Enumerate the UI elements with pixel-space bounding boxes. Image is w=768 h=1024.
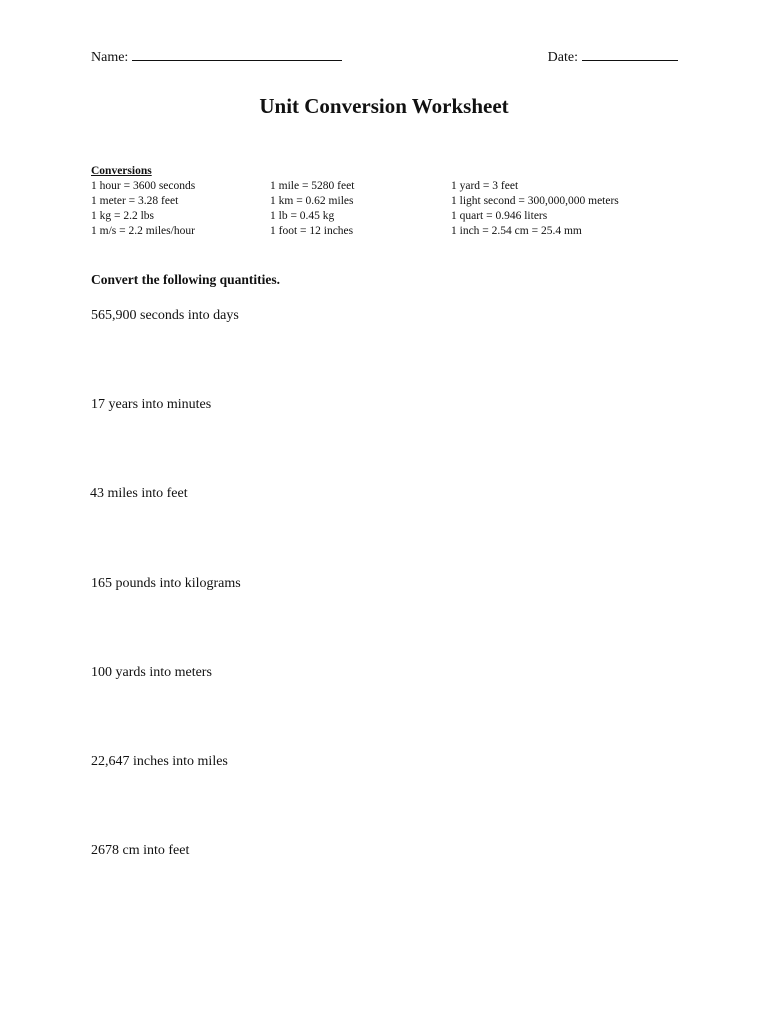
conversion-item: 1 light second = 300,000,000 meters [451, 195, 619, 207]
conversions-column-1 [91, 179, 195, 239]
conversions-section [91, 164, 691, 239]
question-item: 22,647 inches into miles [91, 754, 228, 769]
question-item: 565,900 seconds into days [91, 308, 239, 323]
conversion-item: 1 mile = 5280 feet [270, 180, 355, 192]
name-blank-line[interactable] [132, 48, 342, 61]
date-label: Date: [547, 50, 578, 65]
date-blank-line[interactable] [582, 48, 678, 61]
conversion-item: 1 lb = 0.45 kg [270, 210, 335, 222]
conversions-heading: Conversions [91, 165, 152, 177]
conversion-item: 1 meter = 3.28 feet [91, 195, 179, 207]
question-item: 43 miles into feet [90, 486, 188, 501]
page-title: Unit Conversion Worksheet [259, 94, 509, 118]
conversion-item: 1 quart = 0.946 liters [451, 210, 548, 222]
conversions-column-3 [451, 179, 619, 239]
name-field [91, 48, 342, 66]
conversion-item: 1 kg = 2.2 lbs [91, 210, 155, 222]
conversions-column-2 [270, 179, 354, 239]
conversion-item: 1 km = 0.62 miles [270, 195, 354, 207]
conversion-item: 1 foot = 12 inches [270, 225, 354, 237]
header-row [91, 48, 678, 68]
question-item: 165 pounds into kilograms [91, 576, 241, 591]
conversion-item: 1 hour = 3600 seconds [91, 180, 196, 192]
conversion-item: 1 m/s = 2.2 miles/hour [91, 225, 195, 237]
instructions: Convert the following quantities. [91, 272, 280, 287]
question-item: 17 years into minutes [91, 397, 212, 412]
conversion-item: 1 inch = 2.54 cm = 25.4 mm [451, 225, 582, 237]
question-item: 2678 cm into feet [91, 843, 190, 858]
question-item: 100 yards into meters [91, 665, 212, 680]
conversions-grid [91, 179, 691, 239]
conversion-item: 1 yard = 3 feet [451, 180, 519, 192]
date-field [548, 48, 678, 66]
name-label: Name: [91, 50, 129, 65]
